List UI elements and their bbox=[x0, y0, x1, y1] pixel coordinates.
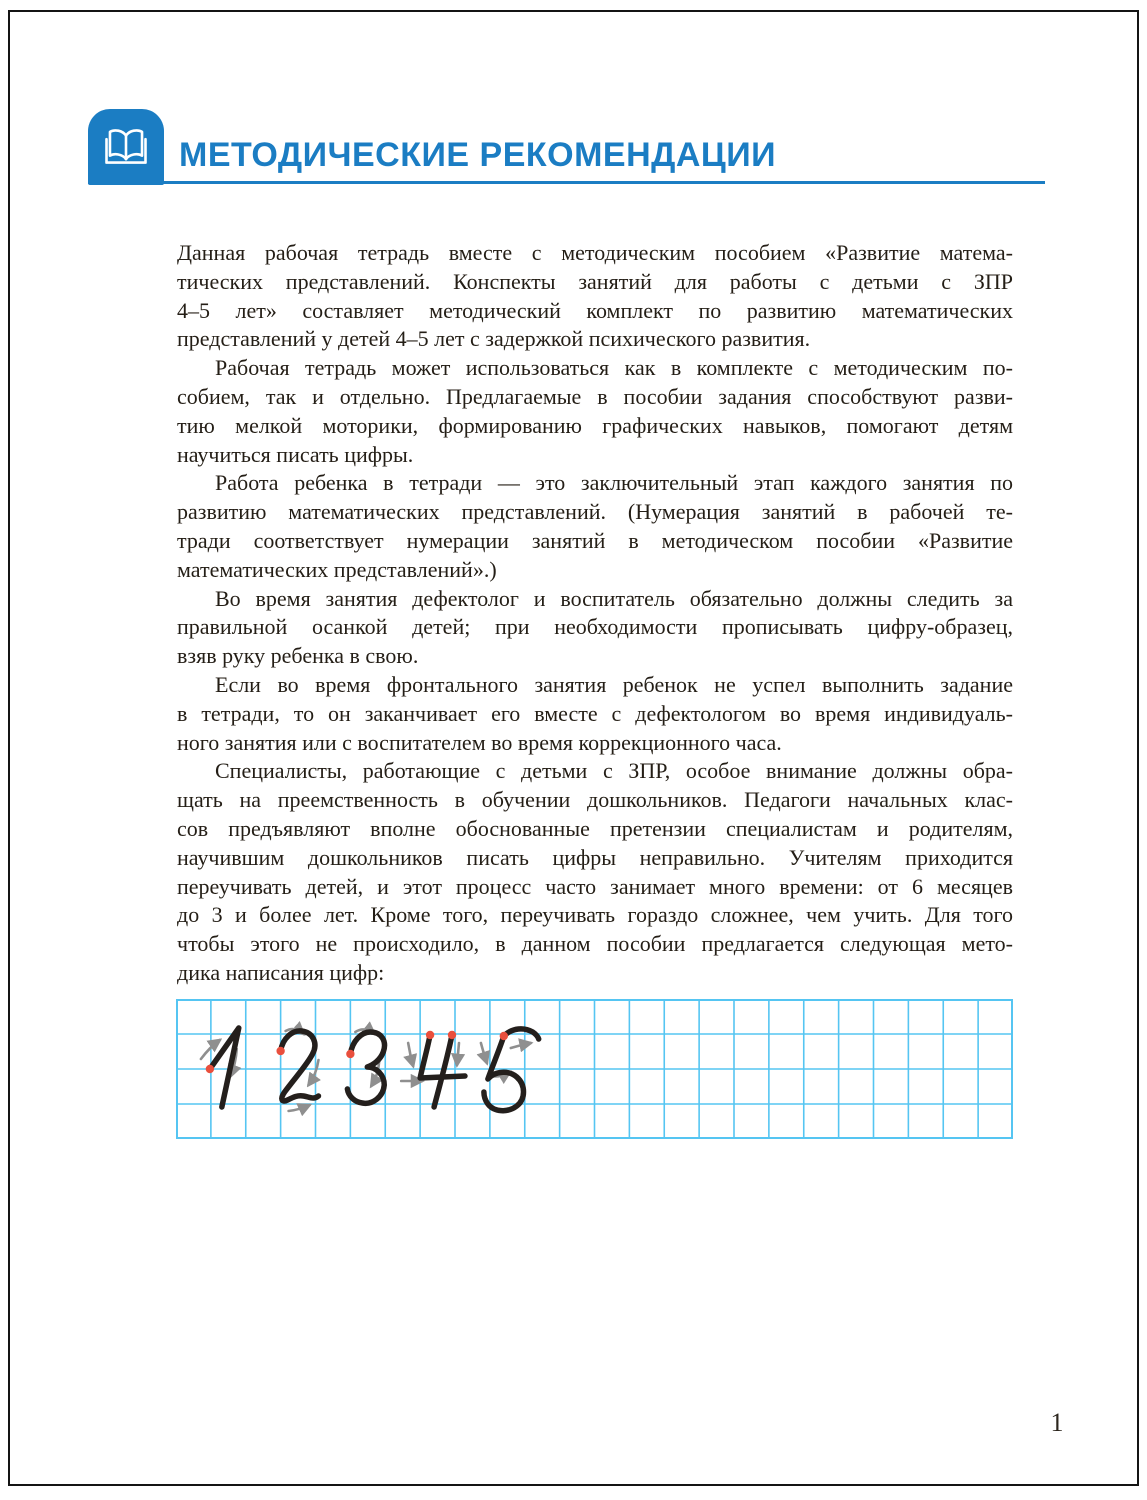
digit-3-glyph bbox=[346, 1029, 384, 1103]
text-line: взяв руку ребенка в свою. bbox=[177, 643, 419, 669]
text-line: представлений у детей 4–5 лет с задержкой психического развития. bbox=[177, 326, 811, 352]
text-line: ного занятия или с воспитателем во время коррекционного часа. bbox=[177, 729, 782, 755]
text-line: до 3 и более лет. Кроме того, переучивать гораздо сложнее, чем учить. Для того bbox=[177, 902, 1013, 928]
page-title: МЕТОДИЧЕСКИЕ РЕКОМЕНДАЦИИ bbox=[179, 136, 777, 174]
text-line: научиться писать цифры. bbox=[177, 441, 414, 467]
text-line: дика написания цифр: bbox=[177, 959, 385, 985]
digit-1-glyph bbox=[201, 1028, 239, 1107]
text-line: Работа ребенка в тетради — это заключительный этап каждого занятия по bbox=[215, 470, 1013, 496]
text-line: тию мелкой моторики, формированию графических навыков, помогают детям bbox=[177, 412, 1013, 438]
page-border bbox=[8, 10, 1139, 1486]
body-text bbox=[177, 239, 1013, 988]
text-line: математических представлений».) bbox=[177, 556, 497, 582]
text-line: Рабочая тетрадь может использоваться как в комплекте с методическим по- bbox=[215, 355, 1013, 381]
text-line: чтобы этого не происходило, в данном пособии предлагается следующая мето- bbox=[177, 931, 1013, 957]
text-line: Данная рабочая тетрадь вместе с методическим пособием «Развитие матема- bbox=[177, 240, 1013, 265]
text-line: 4–5 лет» составляет методический комплект по развитию математических bbox=[177, 297, 1013, 323]
text-line: в тетради, то он заканчивает его вместе с дефектологом во время индивидуаль- bbox=[177, 700, 1013, 726]
open-book-icon bbox=[100, 121, 152, 173]
text-line: Если во время фронтального занятия ребенок не успел выполнить задание bbox=[215, 671, 1013, 697]
page-number: 1 bbox=[1050, 1408, 1064, 1437]
digit-2-glyph bbox=[276, 1029, 318, 1111]
section-badge bbox=[88, 109, 164, 185]
text-line: переучивать детей, и этот процесс часто занимает много времени: от 6 месяцев bbox=[177, 873, 1013, 899]
text-line: щать на преемственность в обучении дошкольников. Педагоги начальных клас- bbox=[177, 787, 1013, 813]
text-line: развитию математических представлений. (Нумерация занятий в рабочей те- bbox=[177, 499, 1013, 525]
digit-writing-grid bbox=[176, 999, 1013, 1139]
header-rule bbox=[88, 181, 1045, 184]
text-line: сов предъявляют вполне обоснованные претензии специалистам и родителям, bbox=[177, 815, 1013, 841]
text-line: Специалисты, работающие с детьми с ЗПР, особое внимание должны обра- bbox=[215, 758, 1013, 784]
text-line: правильной осанкой детей; при необходимости прописывать цифру-образец, bbox=[177, 614, 1013, 640]
text-line: собием, так и отдельно. Предлагаемые в пособии задания способствуют разви- bbox=[177, 383, 1013, 409]
text-line: Во время занятия дефектолог и воспитатель обязательно должны следить за bbox=[215, 585, 1013, 611]
text-line: тради соответствует нумерации занятий в методическом пособии «Развитие bbox=[177, 527, 1013, 553]
text-line: тических представлений. Конспекты занятий для работы с детьми с ЗПР bbox=[177, 268, 1013, 294]
text-line: научившим дошкольников писать цифры неправильно. Учителям приходится bbox=[177, 844, 1013, 870]
